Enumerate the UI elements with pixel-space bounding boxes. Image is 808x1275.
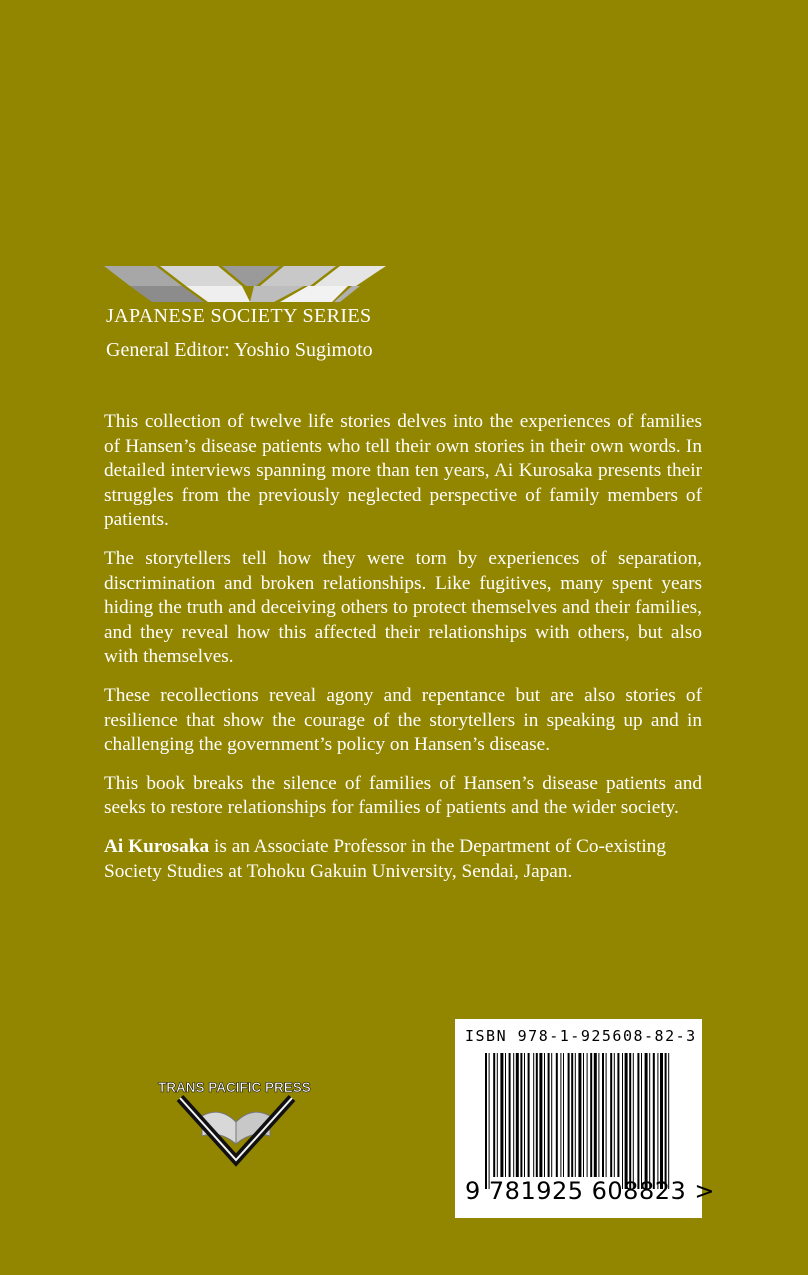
publisher-logo-icon	[158, 1080, 311, 1202]
publisher-name: TRANS PACIFIC PRESS	[158, 1080, 311, 1095]
description-paragraph-2: The storytellers tell how they were torn by experiences of separation, discrimination and broken relationships. Like fugitives, many spent years hiding the truth and deceiving others to protect themselves and their families, and they reveal how this affected their relationships with others, but also with themselves.	[104, 547, 702, 668]
series-title: JAPANESE SOCIETY SERIES	[106, 305, 372, 327]
series-editor: General Editor: Yoshio Sugimoto	[106, 339, 373, 361]
author-bio	[104, 835, 702, 884]
series-logo-icon	[104, 266, 386, 302]
barcode-digits: 9 781925 608823 >	[465, 1177, 715, 1205]
description-paragraph-1: This collection of twelve life stories delves into the experiences of families of Hansen’s disease patients who tell their own stories in their own words. In detailed interviews spanning more than ten years, Ai Kurosaka presents their struggles from the previously neglected perspective of family members of patients.	[104, 411, 702, 531]
book-description	[104, 410, 702, 898]
isbn-label: ISBN 978-1-925608-82-3	[465, 1027, 697, 1045]
isbn-barcode	[455, 1019, 715, 1218]
author-bio-text: is an Associate Professor in the Department of Co-existing Society Studies at Tohoku Gakuin University, Sendai, Japan.	[104, 835, 666, 882]
description-paragraph-4: This book breaks the silence of families of Hansen’s disease patients and seeks to restore relationships for families of patients and the wider society.	[104, 772, 702, 819]
description-paragraph-3: These recollections reveal agony and repentance but are also stories of resilience that show the courage of the storytellers in speaking up and in challenging the government’s policy on Hansen’s disease.	[104, 684, 702, 756]
author-name: Ai Kurosaka	[104, 835, 210, 857]
